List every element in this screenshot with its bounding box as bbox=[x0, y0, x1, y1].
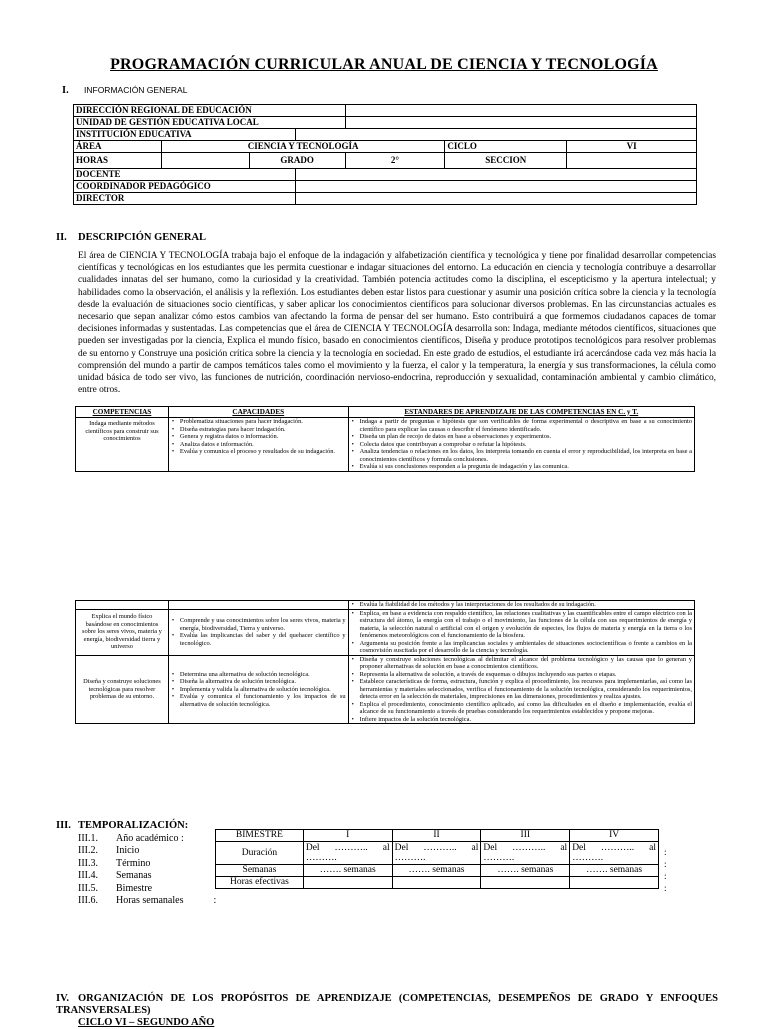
info-ciclo-label: CICLO bbox=[445, 141, 567, 153]
estandares-indaga bbox=[348, 418, 694, 472]
page-title: PROGRAMACIÓN CURRICULAR ANUAL DE CIENCIA Y TECNOLOGÍA bbox=[110, 56, 658, 73]
capacidad-item: • Evalúa y comunica el proceso y resultados de su indagación. bbox=[180, 448, 346, 456]
temp-item-horas bbox=[78, 895, 216, 907]
section-1-number: I. bbox=[62, 85, 69, 96]
duracion-text: Del ……….. al bbox=[483, 843, 568, 853]
temp-semanas-cell[interactable]: ……. semanas bbox=[392, 865, 481, 877]
capacidad-item: • Evalúa y comunica el funcionamiento y los impactos de su alternativa de solución tecnológica. bbox=[180, 693, 346, 708]
temp-header-bimestre: BIMESTRE bbox=[216, 830, 304, 842]
header-competencias: COMPETENCIAS bbox=[76, 407, 169, 418]
temp-item-anio bbox=[78, 833, 216, 845]
duracion-text: ………. bbox=[572, 853, 604, 863]
temp-horas-cell[interactable] bbox=[570, 877, 659, 889]
duracion-text: ………. bbox=[483, 853, 515, 863]
info-row-docente bbox=[74, 169, 697, 181]
estandar-item: • Argumenta su posición frente a las implicancias sociales y ambientales de situaciones sociocientíficas o frente a cambios en la cosmovisión suscitada por el desarrollo de la ciencia y tecnología. bbox=[360, 640, 692, 655]
estandar-continued bbox=[348, 601, 694, 610]
temp-duracion-cell[interactable] bbox=[481, 842, 570, 865]
colon-mark: : bbox=[664, 883, 667, 893]
temp-semanas-label: Semanas bbox=[216, 865, 304, 877]
temp-item-label: Bimestre bbox=[116, 882, 153, 894]
info-director-label: DIRECTOR bbox=[74, 193, 296, 205]
temp-header-iv: IV bbox=[570, 830, 659, 842]
temp-item-colon: : bbox=[213, 895, 217, 907]
temp-header-iii: III bbox=[481, 830, 570, 842]
capacidades-explica bbox=[168, 609, 348, 655]
competencias-table-continued bbox=[75, 600, 695, 724]
duracion-text: ………. bbox=[394, 853, 426, 863]
temp-item-termino bbox=[78, 858, 216, 870]
info-docente-value[interactable] bbox=[295, 169, 696, 181]
temp-item-number: III.4. bbox=[78, 870, 98, 882]
colon-mark: : bbox=[664, 859, 667, 869]
info-horas-label: HORAS bbox=[74, 153, 162, 169]
temp-horas-cell[interactable] bbox=[392, 877, 481, 889]
temp-row-duracion bbox=[216, 842, 659, 865]
temp-semanas-cell[interactable]: ……. semanas bbox=[303, 865, 392, 877]
estandar-item: • Evalúa si sus conclusiones responden a la pregunta de indagación y las comunica. bbox=[360, 463, 692, 471]
estandar-item: • Evalúa la fiabilidad de los métodos y las interpretaciones de los resultados de su indagación. bbox=[360, 601, 692, 609]
competencia-indaga: Indaga mediante métodos científicos para construir sus conocimientos bbox=[76, 418, 169, 472]
info-grado-value: 2° bbox=[345, 153, 445, 169]
duracion-text: Del ……….. al bbox=[572, 843, 656, 853]
info-docente-label: DOCENTE bbox=[74, 169, 296, 181]
section-2-heading bbox=[56, 232, 206, 243]
estandares-explica bbox=[348, 609, 694, 655]
duracion-text: ………. bbox=[305, 853, 337, 863]
colon-mark: : bbox=[664, 871, 667, 881]
temp-item-number: III.2. bbox=[78, 845, 98, 857]
temp-header-row bbox=[216, 830, 659, 842]
capacidad-item: • Determina una alternativa de solución tecnológica. bbox=[180, 671, 346, 679]
general-description: El área de CIENCIA Y TECNOLOGÍA trabaja bajo el enfoque de la indagación y alfabetización científica y tecnológica y tiene por finalidad desarrollar competencias científicas y tecnológicas en los estudiantes que les permita cuestionar e indagar situaciones del entorno. La educación en ciencia y tecnología contribuye a desarrollar cualidades innatas del ser humano, como la curiosidad y la creatividad. También potencia actitudes como la disciplina, el escepticismo y la apertura intelectual; y habilidades como la observación, el análisis y la reflexión. Los estudiantes deben estar listos para cuestionar y asumir una posición crítica sobre la ciencia y la tecnología desde la evaluación de situaciones socio científicas, y saber aplicar los conocimientos científicos para solucionar diversos problemas. En las circunstancias actuales es necesario que sepan analizar cómo estos cambios van afectando la forma de pensar del ser humano. Esto contribuirá a que formemos ciudadanos capaces de tomar decisiones informadas y sustentadas. Las competencias que el área de CIENCIA Y TECNOLOGÍA desarrolla son: Indaga, mediante métodos científicos, situaciones que pueden ser investigadas por la ciencia, Explica el mundo físico, basado en conocimientos científicos, Diseña y produce prototipos tecnológicos para resolver problemas de su entorno y Construye una posición crítica sobre la ciencia y la tecnología en sociedad. En este grado de estudios, el estudiante irá acercándose cada vez más hacia la comprensión del mundo a partir de campos temáticos tales como el movimiento y la fuerza, el calor y la temperatura, la energía y sus transformaciones, la célula como unidad básica de todo ser vivo, las funciones de nutrición, coordinación nervioso-endocrina, reproducción y sexualidad, contaminación ambiental y cambio climático, entre otros. bbox=[78, 251, 716, 396]
temp-header-ii: II bbox=[392, 830, 481, 842]
temp-semanas-cell[interactable]: ……. semanas bbox=[481, 865, 570, 877]
temp-item-number: III.6. bbox=[78, 895, 98, 907]
capacidad-item: • Analiza datos e información. bbox=[180, 441, 346, 449]
header-capacidades: CAPACIDADES bbox=[168, 407, 348, 418]
section-1-label: INFORMACIÓN GENERAL bbox=[84, 85, 188, 95]
section-2-number: II. bbox=[56, 232, 67, 243]
estandar-item: • Explica el procedimiento, conocimiento científico aplicado, así como las dificultades en el diseño e implementación, evalúa el alcance de su funcionamiento a través de pruebas considerando los requerimientos establecidos y propone mejoras. bbox=[360, 701, 692, 716]
temp-semanas-cell[interactable]: ……. semanas bbox=[570, 865, 659, 877]
empty-competencia-cell bbox=[76, 601, 169, 610]
competencias-header-row bbox=[76, 407, 695, 418]
competencia-row-continued bbox=[76, 601, 695, 610]
info-grado-label: GRADO bbox=[249, 153, 345, 169]
section-4-subtitle: CICLO VI – SEGUNDO AÑO bbox=[78, 1017, 215, 1028]
section-4-label: ORGANIZACIÓN DE LOS PROPÓSITOS DE APRENDIZAJE (COMPETENCIAS, DESEMPEÑOS DE GRADO Y ENFOQUES TRANSVERSALES) bbox=[56, 993, 718, 1016]
temp-header-i: I bbox=[303, 830, 392, 842]
section-2-label: DESCRIPCIÓN GENERAL bbox=[78, 232, 207, 243]
competencia-disena: Diseña y construye soluciones tecnológicas para resolver problemas de su entorno. bbox=[76, 655, 169, 724]
estandar-item: • Establece características de forma, estructura, función y explica el procedimiento, los recursos para implementarlas, así como las herramientas y materiales seleccionados, verifica el funcionamiento de la solución tecnológica, considerando los requerimientos, detecta error en la selección de materiales, imprecisiones en las dimensiones, procedimientos y realiza ajustes. bbox=[360, 678, 692, 701]
estandar-item: • Infiere impactos de la solución tecnológica. bbox=[360, 716, 692, 724]
temporalizacion-list bbox=[78, 833, 216, 907]
info-ie-label: INSTITUCIÓN EDUCATIVA bbox=[74, 129, 296, 141]
info-area-value: CIENCIA Y TECNOLOGÍA bbox=[161, 141, 444, 153]
info-ugel-value[interactable] bbox=[345, 117, 696, 129]
info-ugel-label: UNIDAD DE GESTIÓN EDUCATIVA LOCAL bbox=[74, 117, 346, 129]
info-ie-value[interactable] bbox=[295, 129, 696, 141]
section-3-heading bbox=[56, 820, 188, 831]
temp-row-semanas bbox=[216, 865, 659, 877]
competencia-row-explica bbox=[76, 609, 695, 655]
header-estandares: ESTANDARES DE APRENDIZAJE DE LAS COMPETENCIAS EN C. y T. bbox=[348, 407, 694, 418]
estandar-item: • Diseña un plan de recojo de datos en base a observaciones y experimentos. bbox=[360, 433, 692, 441]
section-3-label: TEMPORALIZACIÓN: bbox=[78, 820, 189, 831]
temp-item-number: III.3. bbox=[78, 857, 98, 869]
capacidad-item: • Genera y registra datos o información. bbox=[180, 433, 346, 441]
temp-item-inicio bbox=[78, 845, 216, 857]
temp-duracion-cell[interactable] bbox=[570, 842, 659, 865]
section-4-number: IV. bbox=[56, 993, 69, 1004]
info-row-ugel bbox=[74, 117, 697, 129]
competencia-row-indaga bbox=[76, 418, 695, 472]
section-1-heading bbox=[62, 85, 187, 96]
info-row-coordinador bbox=[74, 181, 697, 193]
estandar-item: • Explica, en base a evidencia con respaldo científico, las relaciones cualitativas y las cuantificables entre el campo eléctrico con la estructura del átomo, la energía con el trabajo o el movimiento, las funciones de la célula con sus requerimientos de energía y materia, la selección natural o artificial con el origen y evolución de especies, los flujos de materia y energía en la tierra o los fenómenos meteorológicos con el funcionamiento de la biosfera. bbox=[360, 610, 692, 640]
estandar-item: • Diseña y construye soluciones tecnológicas al delimitar el alcance del problema tecnológico y las causas que lo generan y proponer alternativas de solución en base a conocimientos científicos. bbox=[360, 656, 692, 671]
info-coordinador-label: COORDINADOR PEDAGÓGICO bbox=[74, 181, 296, 193]
info-horas-value[interactable] bbox=[161, 153, 249, 169]
info-row-area bbox=[74, 141, 697, 153]
temp-duracion-cell[interactable] bbox=[392, 842, 481, 865]
info-director-value[interactable] bbox=[295, 193, 696, 205]
info-seccion-label: SECCION bbox=[445, 153, 567, 169]
general-info-table bbox=[73, 104, 697, 205]
temp-item-label: Inicio bbox=[116, 845, 140, 857]
temp-item-label: Horas semanales bbox=[116, 895, 184, 907]
competencias-table bbox=[75, 406, 695, 472]
info-dre-label: DIRECCIÓN REGIONAL DE EDUCACIÓN bbox=[74, 105, 346, 117]
section-3-number: III. bbox=[56, 820, 71, 831]
competencia-explica: Explica el mundo físico basándose en conocimientos sobre los seres vivos, materia y energía, biodiversidad tierra y universo bbox=[76, 609, 169, 655]
temp-horas-cell[interactable] bbox=[303, 877, 392, 889]
info-coordinador-value[interactable] bbox=[295, 181, 696, 193]
temp-colons bbox=[664, 846, 667, 894]
temp-item-semanas bbox=[78, 870, 216, 882]
capacidades-disena bbox=[168, 655, 348, 724]
estandar-item: • Analiza tendencias o relaciones en los datos, los interpreta tomando en cuenta el error y reproducibilidad, los interpreta en base a conocimientos científicos y formula conclusiones. bbox=[360, 448, 692, 463]
competencia-row-disena bbox=[76, 655, 695, 724]
temp-row-horas bbox=[216, 877, 659, 889]
capacidad-item: • Implementa y valida la alternativa de solución tecnológica. bbox=[180, 686, 346, 694]
temp-item-number: III.1. bbox=[78, 833, 98, 844]
temp-item-label: Semanas bbox=[116, 870, 152, 882]
colon-mark: : bbox=[664, 847, 667, 857]
capacidad-item: • Diseña estrategias para hacer indagación. bbox=[180, 426, 346, 434]
capacidad-item: • Problematiza situaciones para hacer indagación. bbox=[180, 418, 346, 426]
estandar-item: • Representa la alternativa de solución, a través de esquemas o dibujos incluyendo sus partes o etapas. bbox=[360, 671, 692, 679]
estandares-disena bbox=[348, 655, 694, 724]
capacidad-item: • Comprende y usa conocimientos sobre los seres vivos, materia y energía, biodiversidad, Tierra y universo. bbox=[180, 617, 346, 632]
info-ciclo-value: VI bbox=[567, 141, 697, 153]
info-row-ie bbox=[74, 129, 697, 141]
duracion-text: Del ……….. al bbox=[394, 843, 479, 853]
temp-duracion-label: Duración bbox=[216, 842, 304, 865]
duracion-text: Del ……….. al bbox=[305, 843, 390, 853]
temporalizacion-table bbox=[215, 829, 659, 889]
temp-item-label: Año académico : bbox=[116, 833, 184, 844]
estandar-item: • Colecta datos que contribuyan a comprobar o refutar la hipótesis. bbox=[360, 441, 692, 449]
temp-horas-cell[interactable] bbox=[481, 877, 570, 889]
temp-duracion-cell[interactable] bbox=[303, 842, 392, 865]
info-dre-value[interactable] bbox=[345, 105, 696, 117]
info-row-horas bbox=[74, 153, 697, 169]
info-area-label: ÁREA bbox=[74, 141, 162, 153]
info-row-director bbox=[74, 193, 697, 205]
temp-item-bimestre bbox=[78, 883, 216, 895]
capacidad-item: • Evalúa las implicancias del saber y del quehacer científico y tecnológico. bbox=[180, 632, 346, 647]
capacidades-indaga bbox=[168, 418, 348, 472]
info-seccion-value[interactable] bbox=[567, 153, 697, 169]
temp-horas-label: Horas efectivas bbox=[216, 877, 304, 889]
info-row-dre bbox=[74, 105, 697, 117]
estandar-item: • Indaga a partir de preguntas e hipótesis que son verificables de forma experimental o descriptiva en base a su conocimiento científico para explicar las causas o describir el fenómeno identificado. bbox=[360, 418, 692, 433]
capacidad-item: • Diseña la alternativa de solución tecnológica. bbox=[180, 678, 346, 686]
temp-item-number: III.5. bbox=[78, 882, 98, 894]
empty-capacidad-cell bbox=[168, 601, 348, 610]
temp-item-label: Término bbox=[116, 857, 151, 869]
